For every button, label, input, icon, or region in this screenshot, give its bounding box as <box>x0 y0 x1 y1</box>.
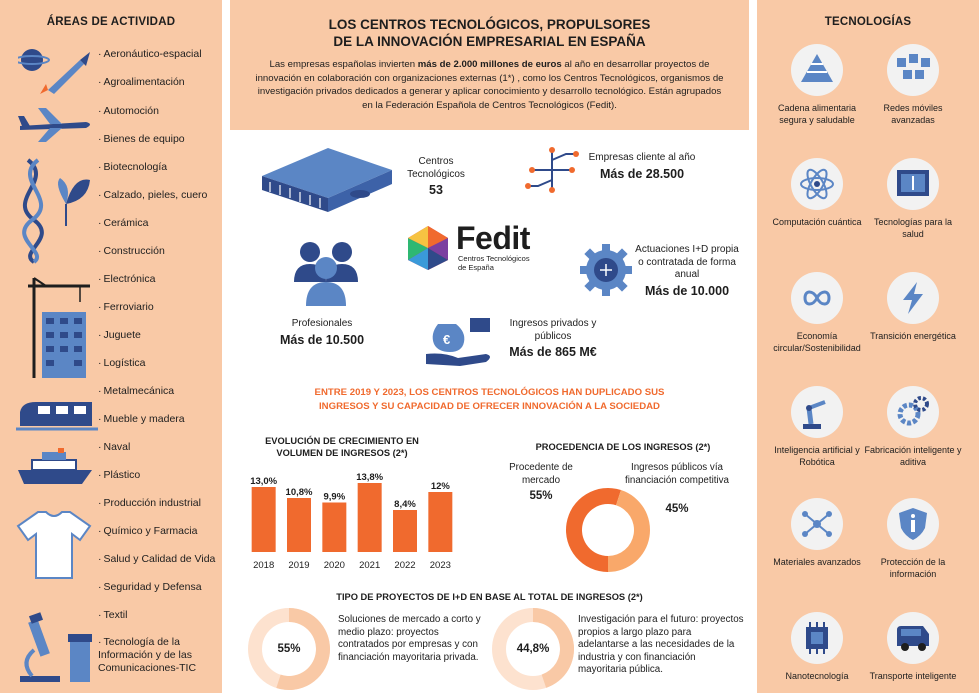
list-item: · Construcción <box>98 245 165 257</box>
tech-label: Protección de la información <box>880 557 946 579</box>
list-item: · Agroalimentación <box>98 76 185 88</box>
donut-chart-title: PROCEDENCIA DE LOS INGRESOS (2*) <box>535 442 711 452</box>
robot-arm-icon <box>791 386 843 438</box>
tech-label: Nanotecnología <box>785 671 849 681</box>
header-box <box>230 0 749 130</box>
shield-info-icon <box>887 498 939 550</box>
stat-empresas: Empresas cliente al año Más de 28.500 <box>588 152 696 181</box>
train-icon <box>14 396 98 432</box>
tech-item <box>863 612 963 682</box>
list-item: · Logística <box>98 357 146 369</box>
stat-actuaciones: Actuaciones I+D propia o contratada de forma anual Más de 10.000 <box>635 244 739 298</box>
bar-chart <box>246 468 458 574</box>
cubes-network-icon <box>887 44 939 96</box>
list-item: · Producción industrial <box>98 497 201 509</box>
lightning-icon <box>887 272 939 324</box>
tech-label: Transporte inteligente <box>869 671 957 681</box>
tech-item <box>863 44 963 126</box>
tech-label: Redes móviles avanzadas <box>883 103 943 125</box>
stat-ingresos: Ingresos privados y públicos Más de 865 M€ <box>509 318 597 359</box>
fedit-logo-icon <box>404 224 452 272</box>
tech-item <box>863 272 963 342</box>
donut-pct-publicos: 45% <box>665 503 689 515</box>
list-item: · Ferroviario <box>98 301 154 313</box>
list-item: · Bienes de equipo <box>98 133 185 145</box>
list-item: · Seguridad y Defensa <box>98 581 202 593</box>
tech-label: Economía circular/Sostenibilidad <box>773 331 861 353</box>
bar-value-label: 13,8% <box>356 472 384 483</box>
bar-tick-label: 2022 <box>394 560 416 571</box>
logo-sub1: Centros Tecnológicos <box>458 254 530 263</box>
bar-2018 <box>252 487 276 552</box>
bar-2020 <box>322 503 346 553</box>
svg-text:€: € <box>443 332 451 347</box>
list-item: · Calzado, pieles, cuero <box>98 189 208 201</box>
activity-areas-title: ÁREAS DE ACTIVIDAD <box>46 16 176 28</box>
logo-sub2: de España <box>458 263 494 272</box>
bar-2021 <box>358 483 382 552</box>
tech-item <box>767 44 867 126</box>
bar-value-label: 12% <box>430 481 450 492</box>
list-item: · Mueble y madera <box>98 413 185 425</box>
highlight-heading: ENTRE 2019 Y 2023, LOS CENTROS TECNOLÓGICOS HAN DUPLICADO SUS INGRESOS Y SU CAPACIDAD DE OFRECER INNOVACIÓN A LA SOCIEDAD <box>314 387 665 412</box>
infinity-icon <box>791 272 843 324</box>
list-item: · Biotecnología <box>98 161 168 173</box>
technologies-title: TECNOLOGÍAS <box>824 16 912 28</box>
bar-2019 <box>287 498 311 552</box>
molecule-icon <box>791 498 843 550</box>
bar-tick-label: 2021 <box>359 560 381 571</box>
building-crane-icon <box>20 272 96 380</box>
tech-item <box>863 386 963 468</box>
dna-plant-icon <box>14 156 96 266</box>
tech-label: Transición energética <box>870 331 956 341</box>
tech-item <box>767 272 867 354</box>
list-item: · Automoción <box>98 105 159 117</box>
activity-areas-panel <box>0 0 222 693</box>
people-icon <box>286 238 366 308</box>
technologies-panel <box>757 0 979 693</box>
bar-2023 <box>428 492 452 552</box>
fedit-logo <box>456 222 530 272</box>
ring-pct-futuro: 44,8% <box>516 643 550 655</box>
list-item: · Electrónica <box>98 273 156 285</box>
chip-icon <box>791 612 843 664</box>
list-item: · Naval <box>98 441 131 453</box>
tech-item <box>863 498 963 580</box>
logo-name: Fedit <box>456 220 530 256</box>
tech-label: Inteligencia artificial y Robótica <box>774 445 860 467</box>
bar-value-label: 10,8% <box>285 487 313 498</box>
atom-icon <box>791 158 843 210</box>
xray-screen-icon <box>887 158 939 210</box>
list-item: · Salud y Calidad de Vida <box>98 553 216 565</box>
bar-value-label: 9,9% <box>323 491 346 503</box>
bar-tick-label: 2020 <box>323 560 345 571</box>
tech-item <box>767 612 867 682</box>
donut-label-mercado: Procedente de mercado <box>509 462 573 486</box>
donut-chart <box>564 486 652 574</box>
tech-label: Cadena alimentaria segura y saludable <box>777 103 857 125</box>
tech-item <box>767 158 867 228</box>
microscope-icon <box>16 612 96 686</box>
ship-icon <box>14 448 96 488</box>
circuit-icon <box>522 144 582 196</box>
gear-circuit-icon <box>578 242 634 298</box>
list-item: · Aeronáutico-espacial <box>98 48 202 60</box>
money-bag-hand-icon <box>424 312 498 366</box>
bar-value-label: 8,4% <box>394 499 416 510</box>
bar-tick-label: 2023 <box>429 560 451 571</box>
list-item: · Textil <box>98 609 128 621</box>
bar-chart-title: EVOLUCIÓN DE CRECIMIENTO EN VOLUMEN DE INGRESOS (2*) <box>265 436 419 458</box>
pyramid-icon <box>791 44 843 96</box>
donut-label-publicos: Ingresos públicos vía financiación competitiva <box>624 462 729 486</box>
donut-pct-mercado: 55% <box>529 490 553 502</box>
tech-item <box>767 386 867 468</box>
buildings-icon <box>258 140 396 214</box>
van-icon <box>887 612 939 664</box>
projects-title: TIPO DE PROYECTOS DE I+D EN BASE AL TOTAL DE INGRESOS (2*) <box>336 592 643 602</box>
list-item: · Tecnología de la Información y de las Comunicaciones-TIC <box>98 636 197 674</box>
ring-desc-futuro: Investigación para el futuro: proyectos propios a largo plazo para adelantarse a las necesidades de la industria y con financiación mayoritaria pública. <box>578 614 744 675</box>
list-item: · Metalmecánica <box>98 385 175 397</box>
airplane-icon <box>16 104 96 144</box>
ring-desc-mercado: Soluciones de mercado a corto y medio plazo: proyectos contratados por empresas y con financiación mayoritaria privada. <box>338 614 481 663</box>
list-item: · Químico y Farmacia <box>98 525 198 537</box>
gears-icon <box>887 386 939 438</box>
main-content <box>222 0 757 693</box>
page-title: LOS CENTROS TECNOLÓGICOS, PROPULSORES DE LA INNOVACIÓN EMPRESARIAL EN ESPAÑA <box>328 17 651 49</box>
list-item: · Plástico <box>98 469 141 481</box>
list-item: · Juguete <box>98 329 141 341</box>
ring-pct-mercado: 55% <box>277 643 301 655</box>
tshirt-icon <box>16 508 92 580</box>
tech-label: Tecnologías para la salud <box>873 217 953 239</box>
bar-value-label: 13,0% <box>250 476 278 487</box>
tech-label: Computación cuántica <box>772 217 862 227</box>
bar-tick-label: 2018 <box>253 560 275 571</box>
bar-2022 <box>393 510 417 552</box>
stat-profesionales: Profesionales Más de 10.500 <box>279 318 365 347</box>
tech-item <box>767 498 867 568</box>
list-item: · Cerámica <box>98 217 149 229</box>
tech-label: Fabricación inteligente y aditiva <box>864 445 962 467</box>
bar-tick-label: 2019 <box>288 560 310 571</box>
intro-text: Las empresas españolas invierten más de 2.000 millones de euros al año en desarrollar proyectos de innovación en colaboración con organizaciones externas (1*) , como los Centros Tecnológicos, organismos de investigación privados dedicados a generar y aplicar conocimiento y desarrollo tecnológico. Están agrupados en la Federación Española de Centros Tecnológicos (Fedit). <box>255 59 724 111</box>
stat-centros: Centros Tecnológicos 53 <box>407 156 465 197</box>
planet-rocket-icon <box>18 44 96 96</box>
tech-item <box>863 158 963 240</box>
tech-label: Materiales avanzados <box>773 557 861 567</box>
